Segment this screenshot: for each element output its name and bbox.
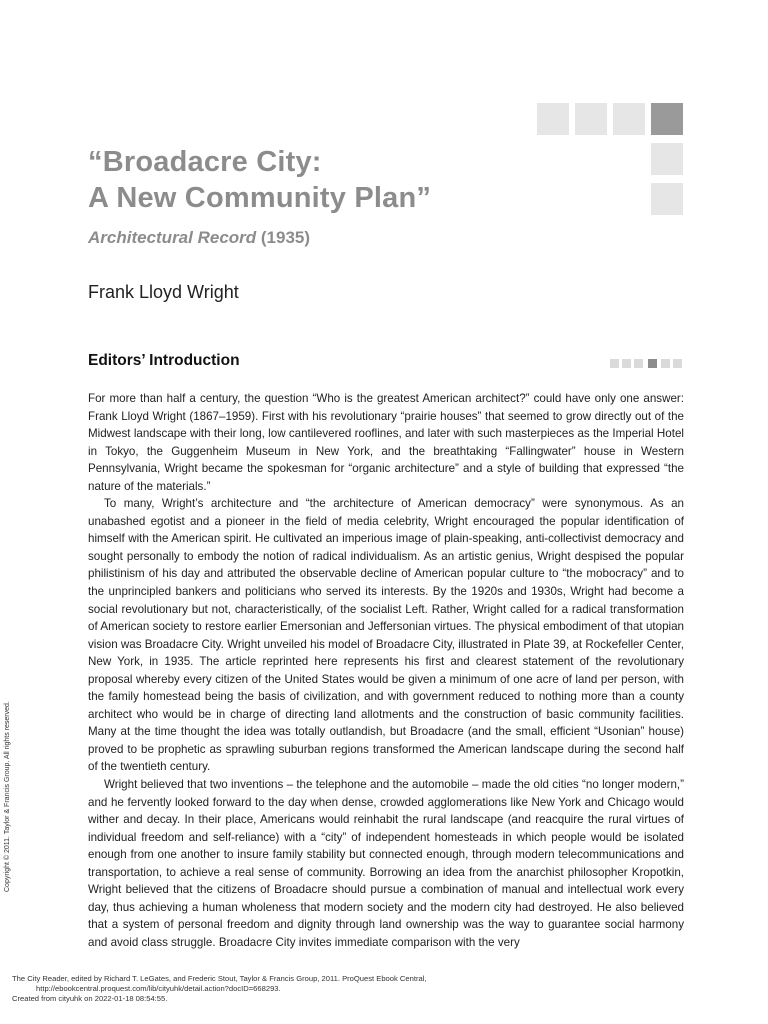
chapter-source	[88, 228, 310, 248]
paragraph: Wright believed that two inventions – the telephone and the automobile – made the old cities “no longer modern,” and he fervently looked forward to the day when dense, crowded agglomerations like New York and Chicago would wither and decay. In their place, Americans would reinhabit the rural landscape (and reacquire the rural virtues of individual freedom and self-reliance) with a “city” of independent homesteads in which people would be isolated enough from one another to insure family stability but connected enough, through modern telecommunications and transportation, to achieve a real sense of community. Borrowing an idea from the anarchist philosopher Kropotkin, Wright believed that the citizens of Broadacre should pursue a combination of manual and intellectual work every day, thus achieving a human wholeness that modern society and the modern city had destroyed. He also believed that a system of personal freedom and dignity through land ownership was the way to guarantee social harmony and avoid class struggle. Broadacre City invites immediate comparison with the very	[88, 778, 684, 949]
decorative-square	[651, 143, 683, 175]
body-text	[88, 390, 684, 952]
decorative-square	[651, 183, 683, 215]
footer-citation	[12, 974, 427, 1004]
mini-square	[622, 359, 631, 368]
paragraph: For more than half a century, the question “Who is the greatest American architect?” could have only one answer: Frank Lloyd Wright (1867–1959). First with his revolutionary “prairie houses” that seemed to grow directly out of the Midwest landscape with their long, low cantilevered rooflines, and later with such masterpieces as the Imperial Hotel in Tokyo, the Guggenheim Museum in New York, and the breathtaking “Fallingwater” house in Western Pennsylvania, Wright became the spokesman for “organic architecture” and a style of building that expressed “the nature of the materials.”	[88, 392, 684, 493]
decorative-square	[537, 103, 569, 135]
chapter-title-line-2: A New Community Plan”	[88, 182, 432, 214]
source-year: (1935)	[256, 228, 311, 247]
author-name: Frank Lloyd Wright	[88, 282, 239, 302]
mini-square-accent	[648, 359, 657, 368]
mini-square	[610, 359, 619, 368]
footer-line: Created from cityuhk on 2022-01-18 08:54:55.	[12, 994, 168, 1003]
mini-square	[634, 359, 643, 368]
source-title: Architectural Record	[88, 228, 257, 247]
paragraph: To many, Wright’s architecture and “the architecture of American democracy” were synonymous. As an unabashed egotist and a pioneer in the field of media celebrity, Wright encouraged the popular identification of himself with the American spirit. He cultivated an imperious image of plain-speaking, anti-collectivist democracy and sought personally to embody the notion of radical individualism. As an artistic genius, Wright despised the popular philistinism of his day and attributed the observable decline of American popular culture to “the mobocracy” and to the unprincipled bankers and politicians who served its interests. By the 1920s and 1930s, Wright had become a social revolutionary but not, characteristically, of the socialist Left. Rather, Wright called for a radical transformation of American society to restore earlier Emersonian and Jeffersonian virtues. The physical embodiment of that utopian vision was Broadacre City. Wright unveiled his model of Broadacre City, illustrated in Plate 39, at Rockefeller Center, New York, in 1935. The article reprinted here represents his first and clearest statement of the revolutionary proposal whereby every citizen of the United States would be given a minimum of one acre of land per person, with the family homestead being the basis of civilization, and with government reduced to nothing more than a county architect who would be in charge of directing land allotments and the construction of basic community facilities. Many at the time thought the idea was totally outlandish, but Broadacre (and the small, efficient “Usonian” house) proved to be prophetic as sprawling suburban regions transformed the American landscape during the second half of the twentieth century.	[88, 497, 684, 774]
section-heading: Editors’ Introduction	[88, 352, 240, 369]
decorative-square-accent	[651, 103, 683, 135]
footer-line: The City Reader, edited by Richard T. LeGates, and Frederic Stout, Taylor & Francis Group, 2011. ProQuest Ebook Central,	[12, 974, 427, 983]
mini-square	[661, 359, 670, 368]
mini-square	[673, 359, 682, 368]
decorative-square	[613, 103, 645, 135]
footer-url: http://ebookcentral.proquest.com/lib/cityuhk/detail.action?docID=668293.	[36, 984, 281, 993]
chapter-title-line-1: “Broadacre City:	[88, 146, 322, 178]
side-copyright-notice: Copyright © 2011. Taylor & Francis Group. All rights reserved.	[4, 701, 11, 892]
decorative-square	[575, 103, 607, 135]
